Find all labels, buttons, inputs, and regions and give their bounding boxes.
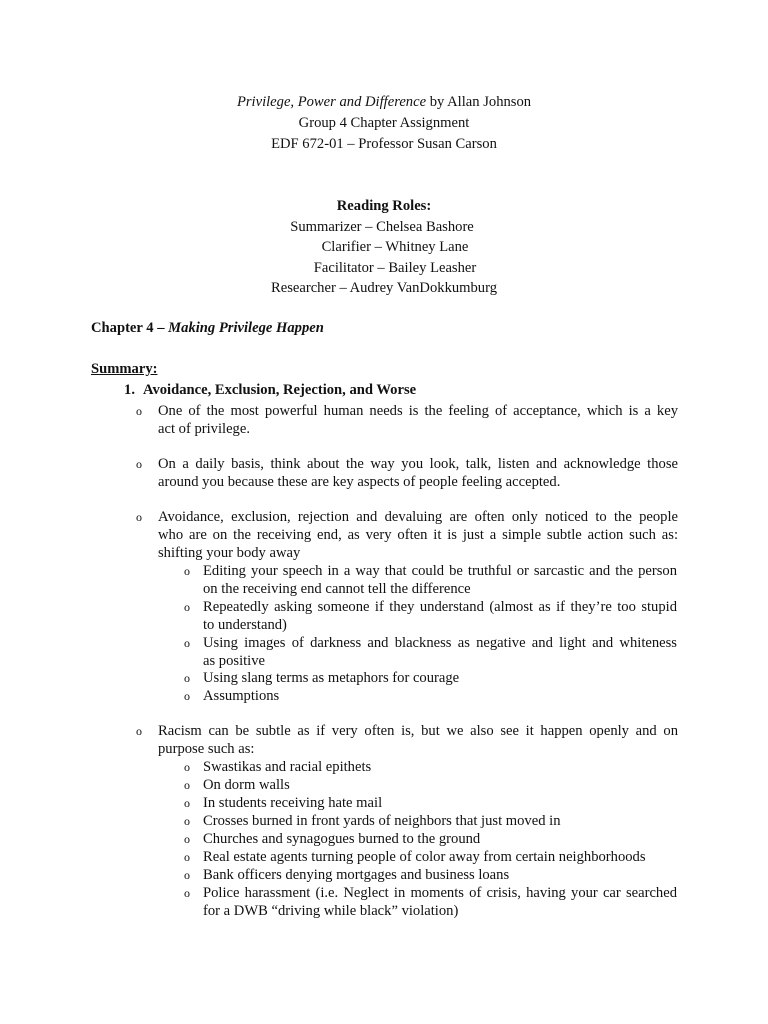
bullet-marker: o bbox=[184, 868, 190, 882]
bullet-text-line: Bank officers denying mortgages and business loans bbox=[203, 867, 510, 883]
bullet-marker: o bbox=[184, 671, 190, 685]
role-clarifier: Clarifier – Whitney Lane bbox=[321, 239, 469, 255]
bullet-text-line: as positive bbox=[203, 653, 266, 669]
bullet-text-line: One of the most powerful human needs is the feeling of acceptance, which is a key bbox=[158, 403, 678, 419]
bullet-text-line: Police harassment (i.e. Neglect in moments of crisis, having your car searched bbox=[203, 885, 677, 901]
bullet-marker: o bbox=[136, 510, 142, 524]
bullet-text-line: shifting your body away bbox=[158, 545, 301, 561]
bullet-text-line: Avoidance, exclusion, rejection and devaluing are often only noticed to the people bbox=[158, 509, 678, 525]
role-facilitator: Facilitator – Bailey Leasher bbox=[313, 259, 477, 276]
title-line bbox=[0, 92, 768, 113]
bullet-marker: o bbox=[184, 850, 190, 864]
bullet-text-line: On dorm walls bbox=[203, 777, 290, 793]
bullet-text-line: Assumptions bbox=[203, 688, 280, 704]
bullet-text-line: On a daily basis, think about the way you look, talk, listen and acknowledge those bbox=[158, 456, 678, 472]
role-researcher: Researcher – Audrey VanDokkumburg bbox=[270, 280, 498, 296]
bullet-text-line: around you because these are key aspects of people feeling accepted. bbox=[158, 474, 561, 490]
document-header bbox=[0, 92, 768, 155]
bullet-text-line: Swastikas and racial epithets bbox=[203, 759, 372, 775]
section-number: 1. bbox=[124, 382, 135, 398]
reading-roles bbox=[0, 196, 768, 299]
summary-label: Summary: bbox=[91, 361, 158, 377]
bullet-marker: o bbox=[136, 404, 142, 418]
bullet-marker: o bbox=[136, 724, 142, 738]
bullet-text-line: Using slang terms as metaphors for courage bbox=[203, 670, 460, 686]
section-heading bbox=[91, 380, 416, 400]
bullet-text-line: to understand) bbox=[203, 617, 287, 633]
chapter-title: Making Privilege Happen bbox=[168, 320, 324, 336]
bullet-text-line: purpose such as: bbox=[158, 741, 255, 757]
bullet-text-line: In students receiving hate mail bbox=[203, 795, 383, 811]
bullet-marker: o bbox=[184, 832, 190, 846]
bullet-text-line: Editing your speech in a way that could be truthful or sarcastic and the person bbox=[203, 563, 677, 579]
bullet-marker: o bbox=[184, 689, 190, 703]
bullet-marker: o bbox=[184, 796, 190, 810]
bullet-marker: o bbox=[184, 886, 190, 900]
roles-heading: Reading Roles: bbox=[336, 198, 432, 214]
course-line: EDF 672-01 – Professor Susan Carson bbox=[271, 136, 497, 152]
bullet-text-line: Using images of darkness and blackness as negative and light and whiteness bbox=[203, 635, 677, 651]
bullet-marker: o bbox=[184, 760, 190, 774]
bullet-marker: o bbox=[184, 778, 190, 792]
bullet-text-line: who are on the receiving end, as very often it is just a simple subtle action such as: bbox=[158, 527, 678, 543]
bullet-text-line: on the receiving end cannot tell the difference bbox=[203, 581, 471, 597]
bullet-marker: o bbox=[184, 564, 190, 578]
bullet-marker: o bbox=[184, 814, 190, 828]
bullet-text-line: Churches and synagogues burned to the ground bbox=[203, 831, 481, 847]
section-title: Avoidance, Exclusion, Rejection, and Worse bbox=[143, 382, 417, 398]
chapter-heading bbox=[91, 318, 324, 338]
bullet-text-line: act of privilege. bbox=[158, 421, 250, 437]
bullet-text-line: Real estate agents turning people of color away from certain neighborhoods bbox=[203, 849, 646, 865]
bullet-marker: o bbox=[184, 636, 190, 650]
role-summarizer: Summarizer – Chelsea Bashore bbox=[290, 218, 474, 235]
bullet-marker: o bbox=[136, 457, 142, 471]
book-title: Privilege, Power and Difference bbox=[236, 94, 427, 110]
bullet-text-line: for a DWB “driving while black” violation) bbox=[203, 903, 459, 919]
bullet-marker: o bbox=[184, 600, 190, 614]
bullet-text-line: Racism can be subtle as if very often is, but we also see it happen openly and on bbox=[158, 723, 678, 739]
assignment-line: Group 4 Chapter Assignment bbox=[298, 115, 470, 131]
author: by Allan Johnson bbox=[426, 94, 532, 110]
bullet-text-line: Crosses burned in front yards of neighbors that just moved in bbox=[203, 813, 561, 829]
bullet-text-line: Repeatedly asking someone if they understand (almost as if they’re too stupid bbox=[203, 599, 677, 615]
chapter-prefix: Chapter 4 – bbox=[91, 320, 169, 336]
